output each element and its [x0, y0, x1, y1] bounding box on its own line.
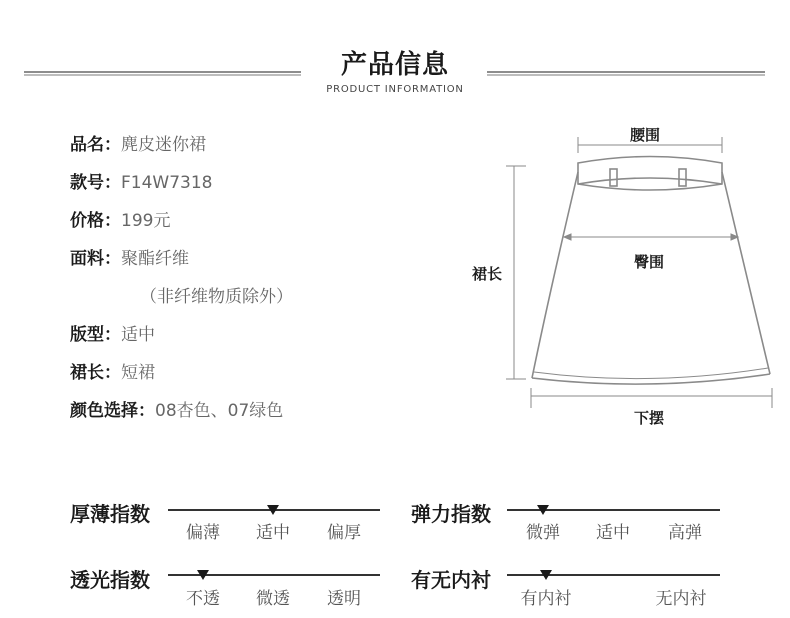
- thickness-index-title: 厚薄指数: [70, 502, 150, 526]
- diagram-label-hip: 臀围: [634, 253, 665, 271]
- diagram-label-waist: 腰围: [630, 126, 661, 144]
- thickness-option-thick: 偏厚: [327, 523, 361, 543]
- thickness-option-thin: 偏薄: [186, 523, 220, 543]
- elasticity-option-high: 高弹: [668, 523, 702, 543]
- elasticity-index-title: 弹力指数: [411, 502, 491, 526]
- transparency-option-sheer: 透明: [327, 589, 361, 609]
- diagram-label-length: 裙长: [472, 265, 503, 283]
- lining-option-lined: 有内衬: [520, 589, 572, 609]
- transparency-option-opaque: 不透: [186, 589, 220, 609]
- info-label: 价格：: [70, 211, 121, 231]
- thickness-option-medium: 适中: [256, 523, 290, 543]
- info-label: 版型：: [70, 325, 121, 345]
- info-value: 199元: [121, 211, 171, 231]
- lining-index-marker: [540, 570, 552, 580]
- info-value: F14W7318: [121, 173, 213, 193]
- info-label: 颜色选择：: [70, 401, 155, 421]
- transparency-index-marker: [197, 570, 209, 580]
- info-label: 品名：: [70, 135, 121, 155]
- elasticity-index-marker: [537, 505, 549, 515]
- section-title: 产品信息: [340, 50, 449, 80]
- lining-option-unlined: 无内衬: [655, 589, 707, 609]
- info-label: 款号：: [70, 173, 121, 193]
- info-value: 08杏色、07绿色: [155, 401, 284, 421]
- section-subtitle: PRODUCT INFORMATION: [326, 84, 464, 95]
- transparency-option-slight: 微透: [256, 589, 290, 609]
- info-value: 麂皮迷你裙: [121, 135, 206, 155]
- diagram-label-hem: 下摆: [634, 409, 665, 427]
- elasticity-option-medium: 适中: [596, 523, 630, 543]
- info-label: 面料：: [70, 249, 121, 269]
- elasticity-option-slight: 微弹: [526, 523, 560, 543]
- transparency-index-title: 透光指数: [70, 568, 150, 592]
- info-value: 适中: [121, 325, 155, 345]
- info-label: 裙长：: [70, 363, 121, 383]
- fabric-note: （非纤维物质除外）: [140, 287, 293, 307]
- info-value: 短裙: [121, 363, 155, 383]
- lining-index-scale: [507, 574, 720, 576]
- info-value: 聚酯纤维: [121, 249, 189, 269]
- lining-index-title: 有无内衬: [411, 568, 491, 592]
- thickness-index-marker: [267, 505, 279, 515]
